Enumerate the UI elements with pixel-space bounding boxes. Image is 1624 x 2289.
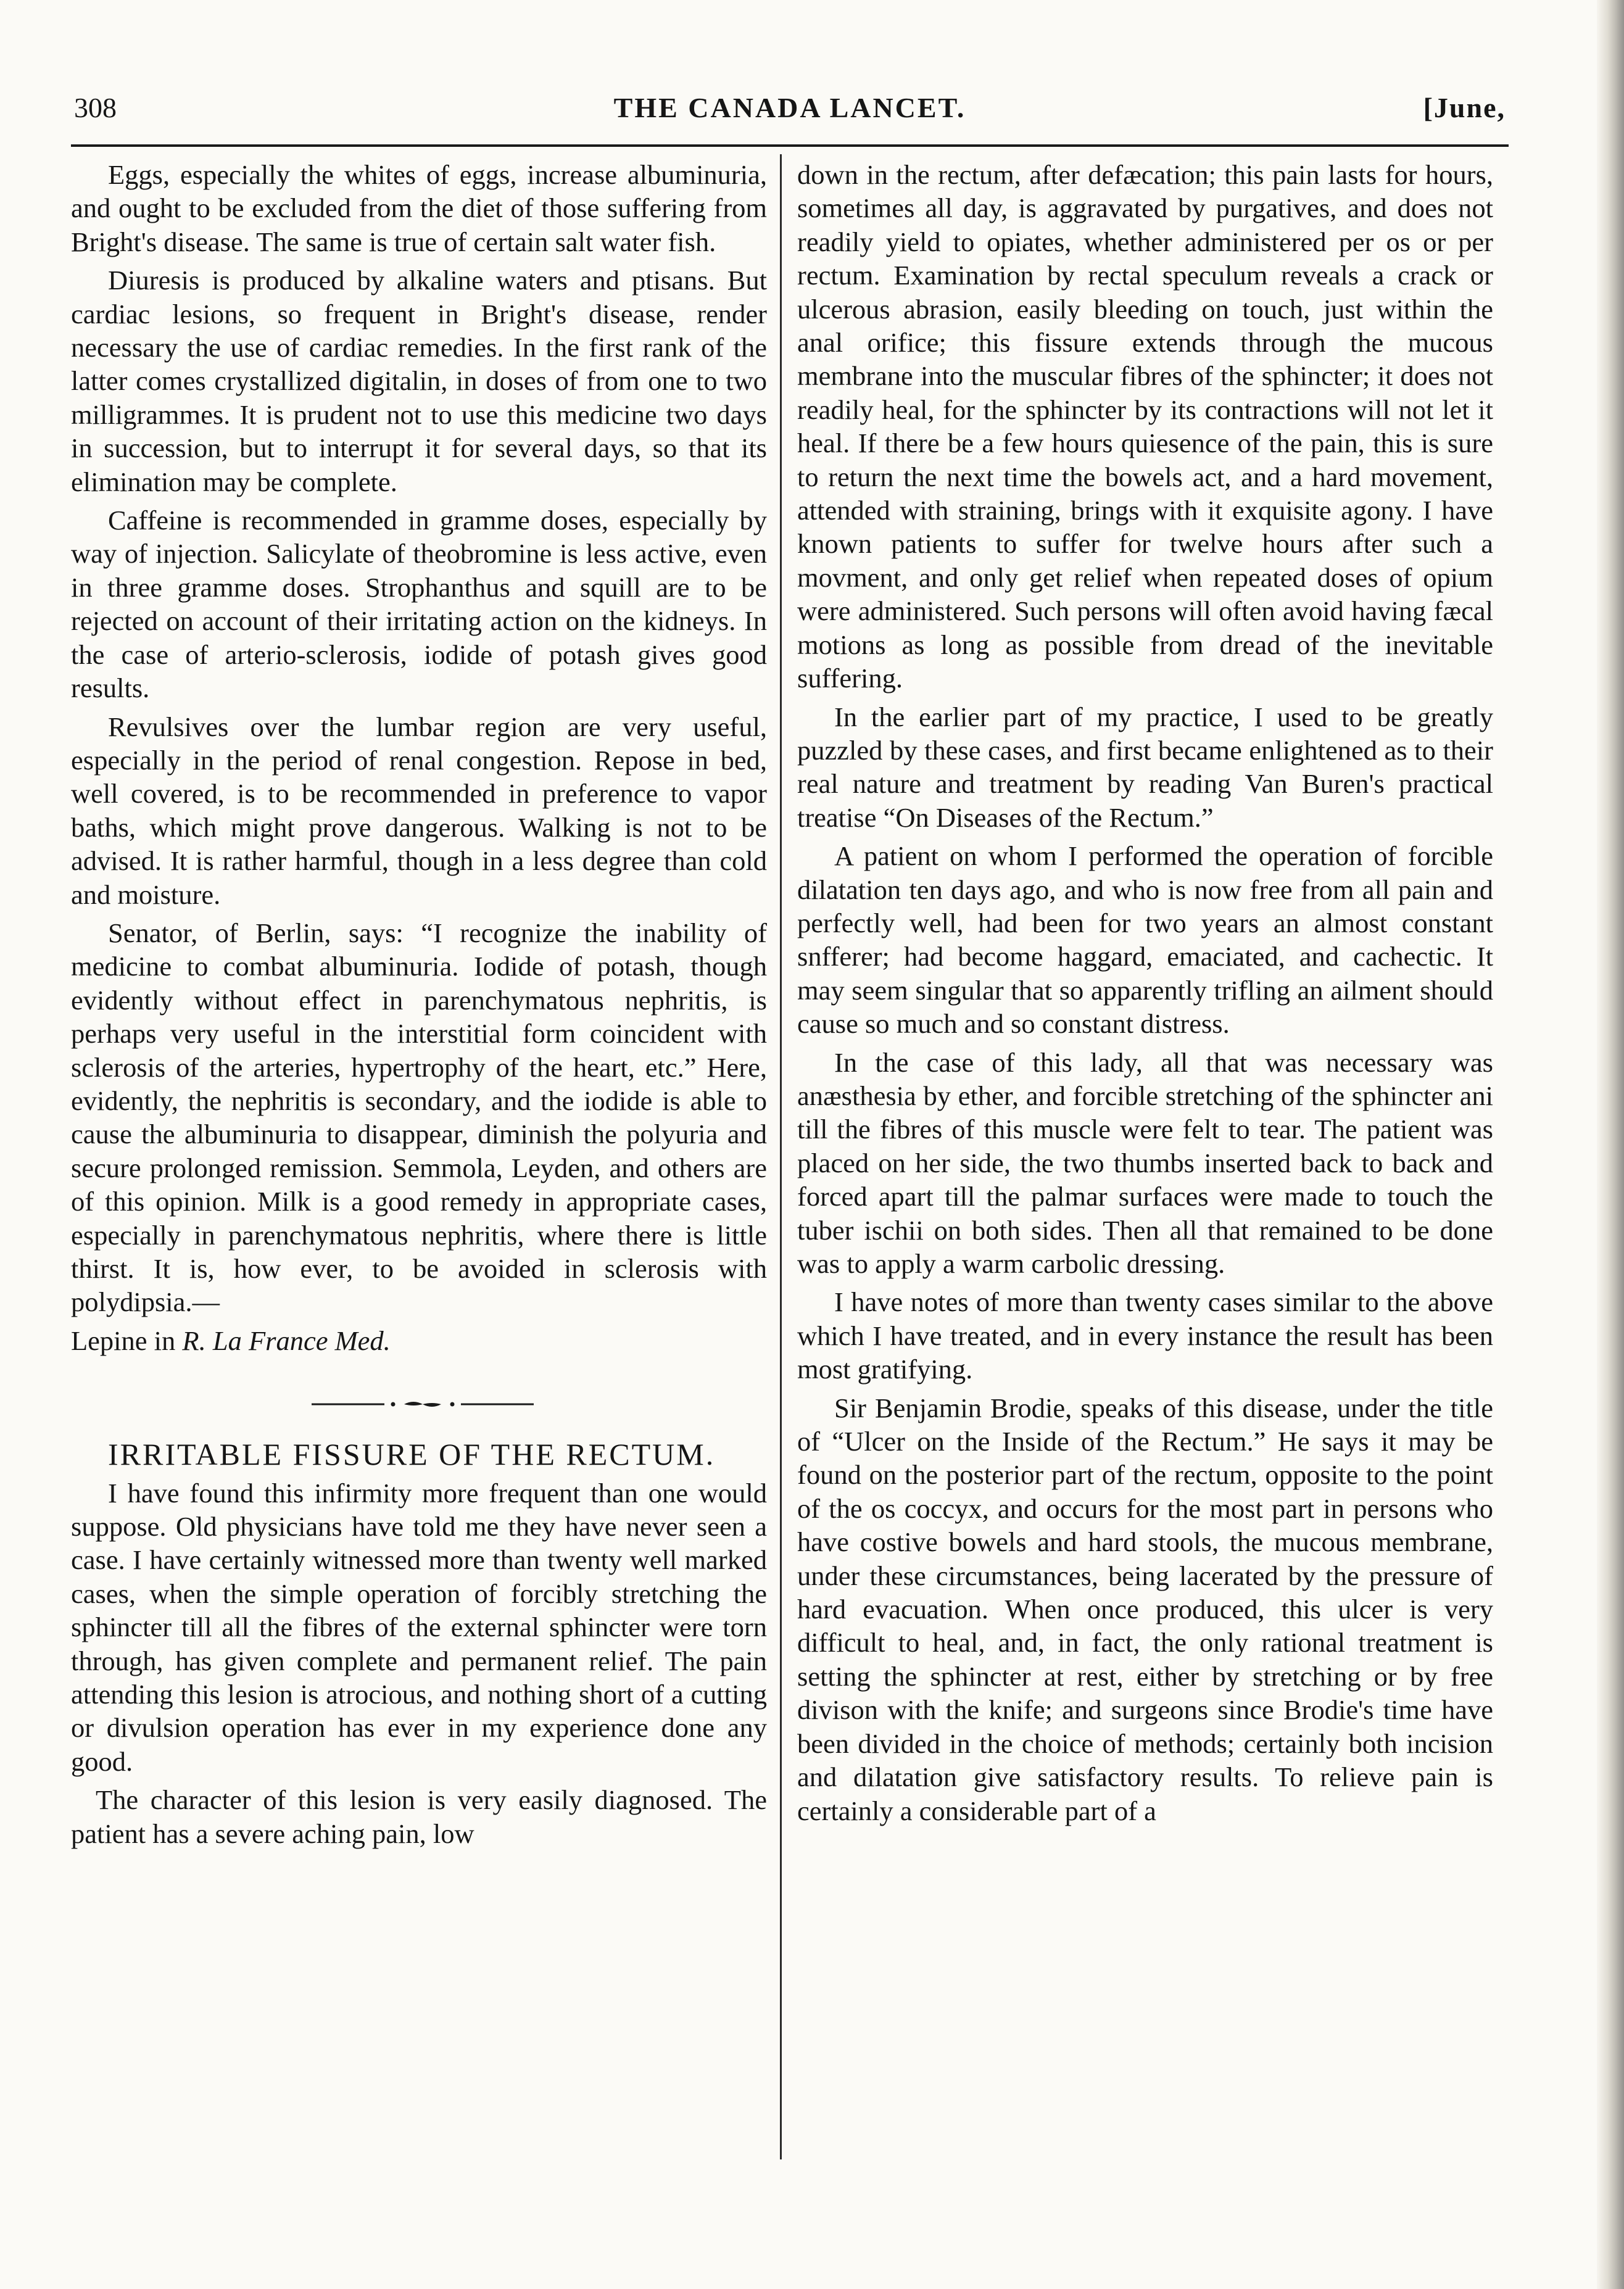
paragraph: Senator, of Berlin, says: “I recognize the inability of medicine to combat albuminuria. Iodide of potash, though evidently without effect in parenchymatous nephritis, is perhaps very useful in the interstitial form coincident with sclerosis of the arteries, hypertrophy of the heart, etc.” Here, evidently, the nephritis is secondary, and the iodide is able to cause the albuminuria to disappear, diminish the polyuria and secure prolonged remission. Semmola, Leyden, and others are of this opinion. Milk is a good remedy in appropriate cases, especially in parenchymatous nephritis, where there is little thirst. It is, how ever, to be avoided in sclerosis with polydipsia.— (71, 917, 767, 1318)
citation-source: R. La France Med. (182, 1325, 391, 1356)
paragraph: A patient on whom I performed the operation of forcible dilatation ten days ago, and who is now free from all pain and perfectly well, had been for two years an almost constant snfferer; had become haggard, emaciated, and cachectic. It may seem singular that so apparently trifling an ailment should cause so much and so constant distress. (797, 840, 1493, 1040)
citation (71, 1324, 767, 1357)
paragraph: Eggs, especially the whites of eggs, increase albuminuria, and ought to be excluded from the diet of those suffering from Bright's disease. The same is true of certain salt water fish. (71, 159, 767, 257)
page-binding-edge (1597, 0, 1624, 2289)
paragraph: I have notes of more than twenty cases similar to the above which I have treated, and in every instance the result has been most gratifying. (797, 1286, 1493, 1385)
paragraph: I have found this infirmity more frequent than one would suppose. Old physicians have told me they have never seen a case. I have certainly witnessed more than twenty well marked cases, when the simple operation of forcibly stretching the sphincter till all the fibres of the external sphincter were torn through, has given complete and permanent relief. The pain attending this lesion is atrocious, and nothing short of a cutting or divulsion operation has ever in my experience done any good. (71, 1477, 767, 1777)
column-divider (780, 154, 782, 2159)
paragraph: In the case of this lady, all that was necessary was anæsthesia by ether, and forcible stretching of the sphincter ani till the fibres of this muscle were felt to tear. The patient was placed on her side, the two thumbs inserted back to back and forced apart till the palmar surfaces were made to touch the tuber ischii on both sides. Then all that remained to be done was to apply a warm carbolic dressing. (797, 1046, 1493, 1279)
header-rule (71, 144, 1509, 147)
paragraph: The character of this lesion is very easily diagnosed. The patient has a severe aching pain, low (71, 1784, 767, 1849)
paragraph: Revulsives over the lumbar region are very useful, especially in the period of renal congestion. Repose in bed, well covered, is to be recommended in preference to vapor baths, which might prove dangerous. Walking is not to be advised. It is rather harmful, though in a less degree than cold and moisture. (71, 711, 767, 910)
citation-prefix: Lepine in (71, 1325, 183, 1356)
left-column (71, 158, 767, 1855)
divider-ornament-icon (312, 1398, 534, 1410)
paragraph: Diuresis is produced by alkaline waters and ptisans. But cardiac lesions, so frequent in Bright's disease, render necessary the use of cardiac remedies. In the first rank of the latter comes crystallized digitalin, in doses of from one to two milligrammes. It is prudent not to use this medicine two days in succession, but to interrupt it for several days, so that its elimination may be complete. (71, 265, 767, 497)
paragraph: In the earlier part of my practice, I used to be greatly puzzled by these cases, and first became enlightened as to their real nature and treatment by reading Van Buren's practical treatise “On Diseases of the Rectum.” (797, 701, 1493, 833)
section-title: IRRITABLE FISSURE OF THE RECTUM. (108, 1437, 716, 1472)
paragraph: Sir Benjamin Brodie, speaks of this disease, under the title of “Ulcer on the Inside of the Rectum.” He says it may be found on the posterior part of the rectum, opposite to the point of the os coccyx, and occurs for the most part in persons who have costive bowels and hard stools, the mucous membrane, under these circumstances, being lacerated by the pressure of hard evacuation. When once produced, this ulcer is very difficult to heal, and, in fact, the only rational treatment is setting the sphincter at rest, either by stretching or by free divison with the knife; and surgeons since Brodie's time have been divided in the choice of methods; certainly both incision and dilatation give satisfactory results. To relieve pain is certainly a considerable part of a (797, 1392, 1493, 1826)
paragraph: Caffeine is recommended in gramme doses, especially by way of injection. Salicylate of theobromine is less active, even in three gramme doses. Strophanthus and squill are to be rejected on account of their irritating action on the kidneys. In the case of arterio-sclerosis, iodide of potash gives good results. (71, 505, 767, 704)
page-number: 308 (74, 92, 117, 123)
paragraph-continuation: down in the rectum, after defæcation; this pain lasts for hours, sometimes all day, is aggravated by purgatives, and does not readily yield to opiates, whether administered per os or per rectum. Examination by rectal speculum reveals a crack or ulcerous abrasion, easily bleeding on touch, just within the anal orifice; this fissure extends through the mucous membrane into the muscular fibres of the sphincter; it does not readily heal, for the sphincter by its contractions will not let it heal. If there be a few hours quiesence of the pain, this is sure to return the next time the bowels act, and a hard movement, attended with straining, brings with it exquisite agony. I have known patients to suffer for twelve hours after such a movment, and only get relief when repeated doses of opium were administered. Such persons will often avoid having fæcal motions as long as possible from dread of the inevitable suffering. (797, 159, 1493, 694)
issue-month: [June, (1423, 92, 1506, 123)
right-column (797, 158, 1493, 1832)
journal-title: THE CANADA LANCET. (613, 92, 966, 123)
section-ornament (71, 1392, 767, 1417)
running-head (74, 91, 1506, 135)
